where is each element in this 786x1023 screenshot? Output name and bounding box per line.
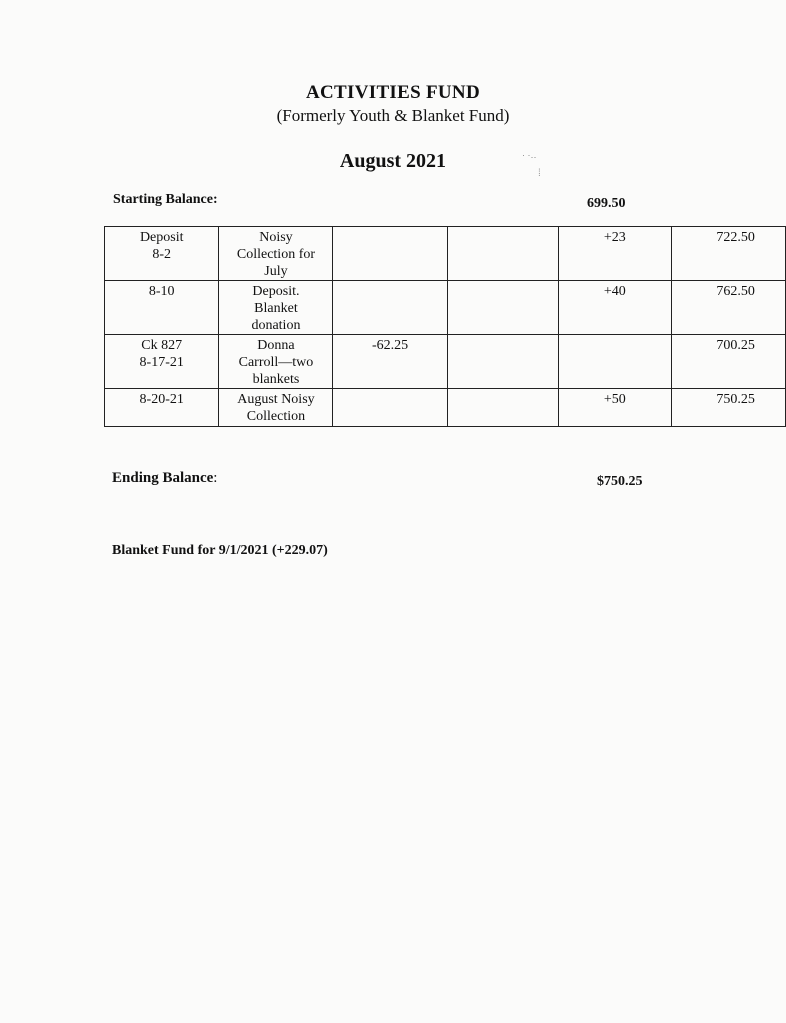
ref-cell: 8-20-21 bbox=[105, 389, 219, 427]
scan-speck: ⁞ bbox=[538, 168, 541, 179]
ending-balance-label: Ending Balance: bbox=[112, 470, 218, 486]
table-row bbox=[105, 227, 786, 281]
debit-cell bbox=[333, 227, 447, 281]
starting-balance-value: 699.50 bbox=[587, 196, 626, 211]
balance-cell: 722.50 bbox=[672, 227, 786, 281]
balance-cell: 750.25 bbox=[672, 389, 786, 427]
credit-cell bbox=[558, 335, 672, 389]
blanket-fund-note: Blanket Fund for 9/1/2021 (+229.07) bbox=[112, 543, 328, 558]
period-heading: August 2021 bbox=[339, 150, 447, 172]
ending-balance-value: $750.25 bbox=[597, 474, 643, 489]
ref-cell: Deposit 8-2 bbox=[105, 227, 219, 281]
ref-cell: Ck 827 8-17-21 bbox=[105, 335, 219, 389]
description-cell: August Noisy Collection bbox=[219, 389, 333, 427]
document-title: ACTIVITIES FUND bbox=[306, 82, 480, 103]
debit-cell bbox=[333, 389, 447, 427]
extra-cell bbox=[447, 227, 558, 281]
balance-cell: 762.50 bbox=[672, 281, 786, 335]
description-cell: Noisy Collection for July bbox=[219, 227, 333, 281]
table-row bbox=[105, 335, 786, 389]
description-cell: Donna Carroll—two blankets bbox=[219, 335, 333, 389]
credit-cell: +40 bbox=[558, 281, 672, 335]
credit-cell: +23 bbox=[558, 227, 672, 281]
ref-cell: 8-10 bbox=[105, 281, 219, 335]
extra-cell bbox=[447, 389, 558, 427]
credit-cell: +50 bbox=[558, 389, 672, 427]
scan-speck: · ·‥ bbox=[522, 150, 537, 160]
debit-cell: -62.25 bbox=[333, 335, 447, 389]
extra-cell bbox=[447, 281, 558, 335]
table-row bbox=[105, 281, 786, 335]
document-subtitle: (Formerly Youth & Blanket Fund) bbox=[276, 106, 510, 125]
table-row bbox=[105, 389, 786, 427]
description-cell: Deposit. Blanket donation bbox=[219, 281, 333, 335]
balance-cell: 700.25 bbox=[672, 335, 786, 389]
starting-balance-label: Starting Balance: bbox=[113, 192, 218, 207]
extra-cell bbox=[447, 335, 558, 389]
ledger-table bbox=[104, 226, 786, 427]
debit-cell bbox=[333, 281, 447, 335]
